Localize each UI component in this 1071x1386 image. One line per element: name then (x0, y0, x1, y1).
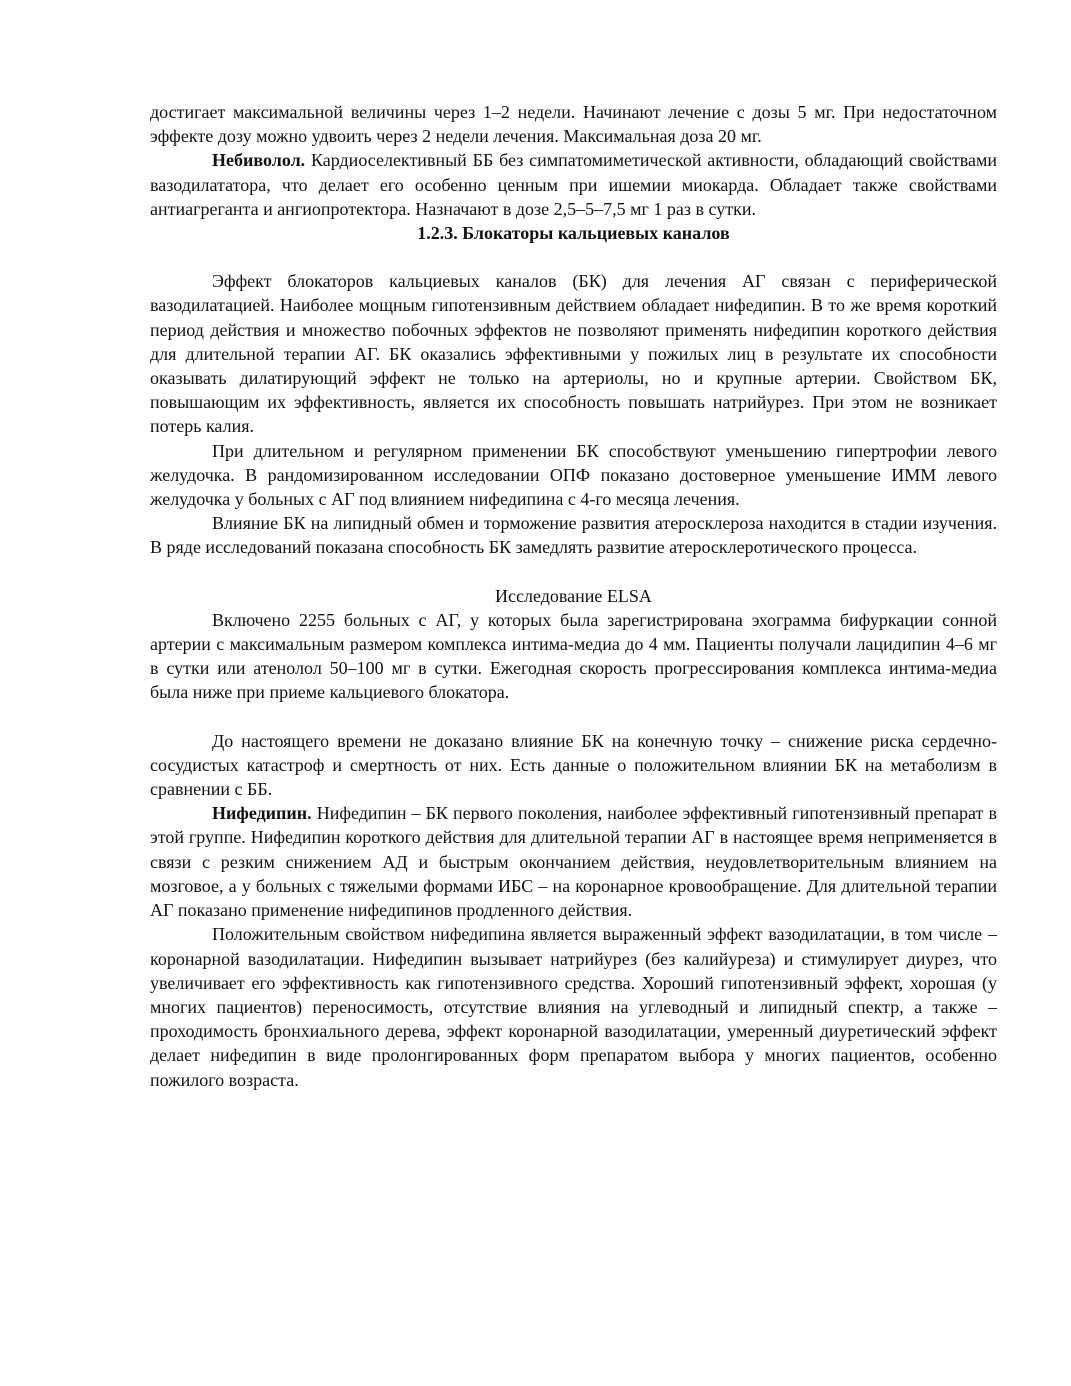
study-heading: Исследование ELSA (495, 585, 652, 606)
term-nebivolol: Небиволол. (212, 150, 306, 171)
paragraph-nifedipine-text: Нифедипин – БК первого поколения, наиболее эффективный гипотензивный препарат в этой группе. Нифедипин короткого действия для длительной терапии АГ в настоящее время неприменяется в связи с резким снижением АД и быстрым окончанием действия, неудовлетворительным влиянием на мозговое, а у больных с тяжелыми формами ИБС – на коронарное кровообращение. Для длительной терапии АГ показано применение нифедипинов продленного действия. (150, 803, 997, 921)
spacer (150, 245, 997, 269)
paragraph-nebivolol-text: Кардиоселективный ББ без симпатомиметической активности, обладающий свойствами вазодилататора, что делает его особенно ценным при ишемии миокарда. Обладает также свойствами антиагреганта и ангиопротектора. Назначают в дозе 2,5–5–7,5 мг 1 раз в сутки. (150, 150, 997, 219)
term-nifedipine: Нифедипин. (212, 803, 312, 824)
section-heading: 1.2.3. Блокаторы кальциевых каналов (417, 223, 730, 244)
paragraph-dose-continuation: достигает максимальной величины через 1–2 недели. Начинают лечение с дозы 5 мг. При недостаточном эффекте дозу можно удвоить через 2 недели лечения. Максимальная доза 20 мг. (150, 102, 997, 147)
spacer (150, 560, 997, 584)
paragraph-bk-hypertrophy: При длительном и регулярном применении БК способствуют уменьшению гипертрофии левого желудочка. В рандомизированном исследовании ОПФ показано достоверное уменьшение ИММ левого желудочка у больных с АГ под влиянием нифедипина с 4-го месяца лечения. (150, 440, 997, 510)
paragraph-nebivolol (150, 148, 997, 221)
paragraph-bk-effect: Эффект блокаторов кальциевых каналов (БК) для лечения АГ связан с периферической вазодилатацией. Наиболее мощным гипотензивным действием обладает нифедипин. В то же время короткий период действия и множество побочных эффектов не позволяют применять нифедипин короткого действия для длительной терапии АГ. БК оказались эффективными у пожилых лиц в результате их способности оказывать дилатирующий эффект не только на артериолы, но и крупные артерии. Свойством БК, повышающим их эффективность, является их способность повышать натрийурез. При этом не возникает потерь калия. (150, 271, 997, 437)
paragraph-nifedipine-benefits: Положительным свойством нифедипина является выраженный эффект вазодилатации, в том числе – коронарной вазодилатации. Нифедипин вызывает натрийурез (без калийуреза) и стимулирует диурез, что увеличивает его эффективность как гипотензивного средства. Хороший гипотензивный эффект, хорошая (у многих пациентов) переносимость, отсутствие влияния на углеводный и липидный спектр, а также – проходимость бронхиального дерева, эффект коронарной вазодилатации, умеренный диуретический эффект делает нифедипин в виде пролонгированных форм препаратом выбора у многих пациентов, особенно пожилого возраста. (150, 924, 997, 1090)
paragraph-nifedipine (150, 801, 997, 922)
paragraph-elsa: Включено 2255 больных с АГ, у которых была зарегистрирована эхограмма бифуркации сонной артерии с максимальным размером комплекса интима-медиа до 4 мм. Пациенты получали лацидипин 4–6 мг в сутки или атенолол 50–100 мг в сутки. Ежегодная скорость прогрессирования комплекса интима-медиа была ниже при приеме кальциевого блокатора. (150, 609, 997, 703)
paragraph-bk-lipid: Влияние БК на липидный обмен и торможение развития атеросклероза находится в стадии изучения. В ряде исследований показана способность БК замедлять развитие атеросклеротического процесса. (150, 513, 997, 558)
spacer (150, 705, 997, 729)
document-page (150, 100, 997, 1092)
paragraph-endpoint: До настоящего времени не доказано влияние БК на конечную точку – снижение риска сердечно-сосудистых катастроф и смертность от них. Есть данные о положительном влиянии БК на метаболизм в сравнении с ББ. (150, 730, 997, 800)
